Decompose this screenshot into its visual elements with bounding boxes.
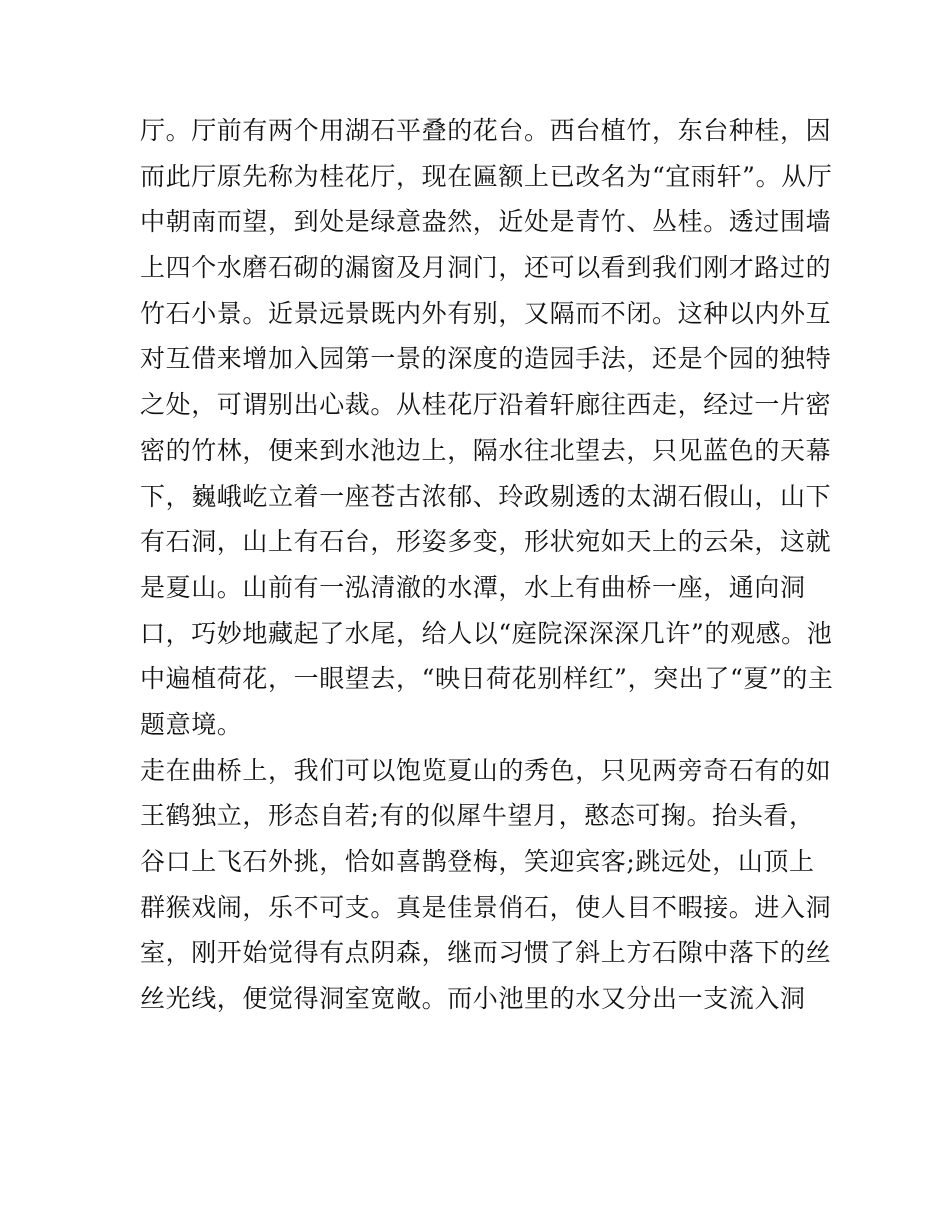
text-line: 上四个水磨石砌的漏窗及月洞门，还可以看到我们刚才路过的 xyxy=(140,253,832,283)
text-line: 竹石小景。近景远景既内外有别，又隔而不闭。这种以内外互 xyxy=(140,298,832,328)
text-line: 厅。厅前有两个用湖石平叠的花台。西台植竹，东台种桂，因 xyxy=(140,116,832,145)
text-line: 是夏山。山前有一泓清澈的水潭，水上有曲桥一座，通向洞 xyxy=(140,572,806,602)
body-text xyxy=(140,108,834,1022)
text-line: 中遍植荷花，一眼望去，“映日荷花别样红”，突出了“夏”的主 xyxy=(140,664,834,694)
text-line: 丝光线，便觉得洞室宽敞。而小池里的水又分出一支流入洞 xyxy=(140,984,806,1014)
text-line: 室，刚开始觉得有点阴森，继而习惯了斜上方石隙中落下的丝 xyxy=(140,938,832,968)
text-line: 走在曲桥上，我们可以饱览夏山的秀色，只见两旁奇石有的如 xyxy=(140,755,832,785)
text-line: 谷口上飞石外挑，恰如喜鹊登梅，笑迎宾客;跳远处，山顶上 xyxy=(140,847,815,876)
text-line: 密的竹林，便来到水池边上，隔水往北望去，只见蓝色的天幕 xyxy=(140,435,832,465)
text-line: 王鹤独立，形态自若;有的似犀牛望月，憨态可掬。抬头看， xyxy=(140,801,815,831)
text-line: 中朝南而望，到处是绿意盎然，近处是青竹、丛桂。透过围墙 xyxy=(140,207,832,237)
text-line: 口，巧妙地藏起了水尾，给人以“庭院深深深几许”的观感。池 xyxy=(140,618,833,648)
text-line: 群猴戏闹，乐不可支。真是佳景俏石，使人目不暇接。进入洞 xyxy=(140,892,832,922)
text-line: 之处，可谓别出心裁。从桂花厅沿着轩廊往西走，经过一片密 xyxy=(140,390,832,420)
text-line: 下，巍峨屹立着一座苍古浓郁、玲政剔透的太湖石假山，山下 xyxy=(140,481,832,511)
text-line: 而此厅原先称为桂花厅，现在匾额上已改名为“宜雨轩”。从厅 xyxy=(140,161,833,191)
text-line: 有石洞，山上有石台，形姿多变，形状宛如天上的云朵，这就 xyxy=(140,527,832,557)
text-line: 对互借来增加入园第一景的深度的造园手法，还是个园的独特 xyxy=(140,344,832,374)
text-line: 题意境。 xyxy=(140,709,243,739)
